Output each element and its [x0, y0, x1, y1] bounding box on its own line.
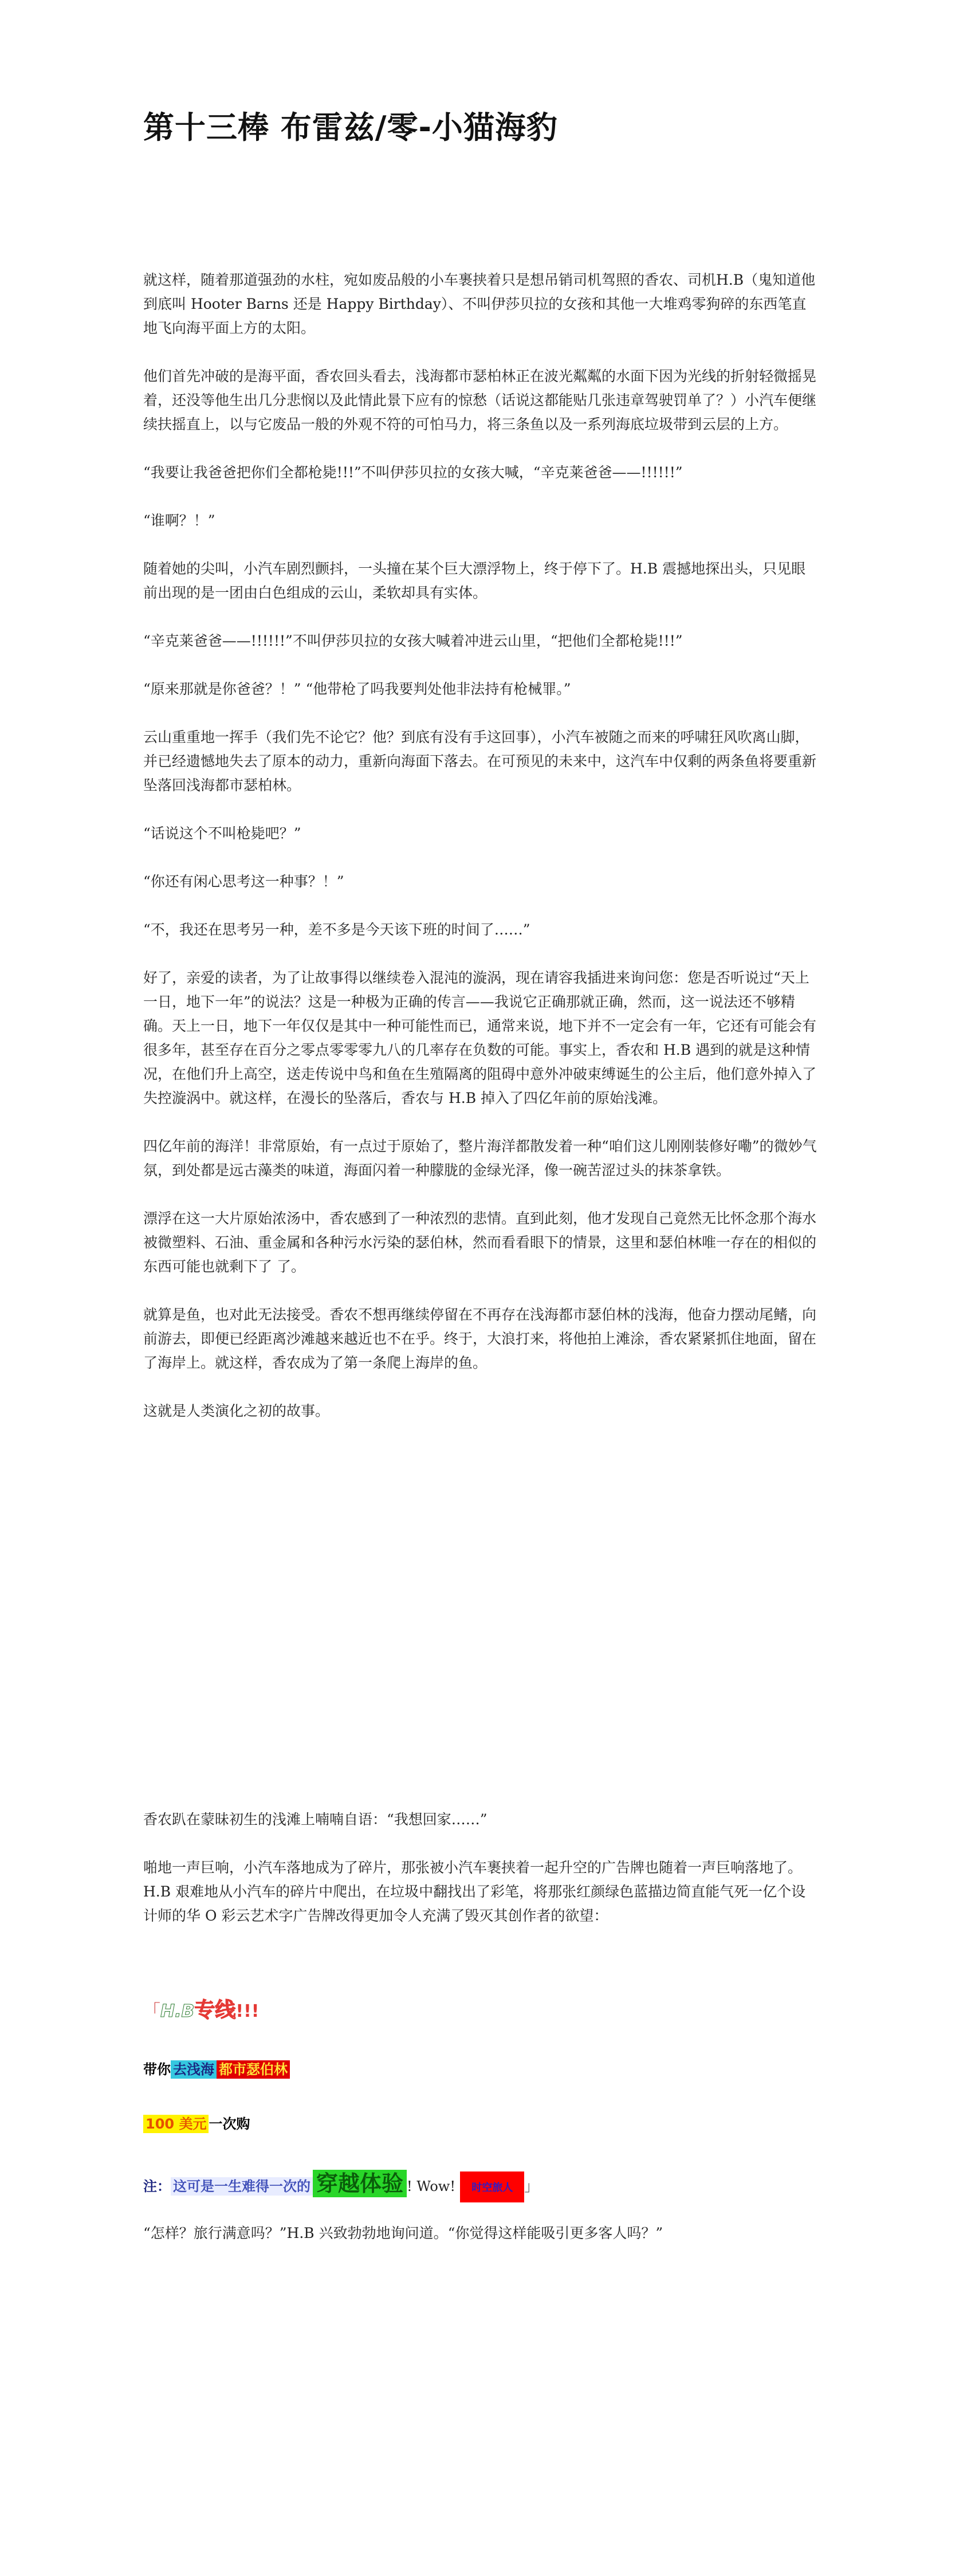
ad-line-4	[143, 2166, 538, 2202]
paragraph: “原来那就是你爸爸？！” “他带枪了吗我要判处他非法持有枪械罪。”	[143, 681, 571, 697]
ad-exclaim: !!!	[235, 2001, 260, 2021]
paragraph: “不，我还在思考另一种，差不多是今天该下班的时间了……”	[143, 921, 530, 938]
ad-highlight-red: 都市瑟伯林	[217, 2060, 290, 2079]
ad-line-2	[143, 2058, 290, 2078]
ad-highlight-cyan: 去浅海	[171, 2060, 217, 2079]
story-body	[143, 268, 819, 1423]
paragraph: “话说这个不叫枪毙吧？”	[143, 825, 301, 842]
paragraph: “我要让我爸爸把你们全都枪毙!!!”不叫伊莎贝拉的女孩大喊，“辛克莱爸爸——!!!!!!”	[143, 464, 683, 481]
paragraph: “你还有闲心思考这一种事？！”	[143, 873, 344, 890]
paragraph: 随着她的尖叫，小汽车剧烈颤抖，一头撞在某个巨大漂浮物上，终于停下了。H.B 震撼地探出头，只见眼前出现的是一团由白色组成的云山，柔软却具有实体。	[143, 560, 806, 601]
ad-line-3	[143, 2112, 250, 2133]
paragraph: 这就是人类演化之初的故事。	[143, 1403, 330, 1419]
ad-hb-text: H.B	[160, 2001, 195, 2021]
paragraph: 香农趴在蒙昧初生的浅滩上喃喃自语：“我想回家……”	[143, 1811, 488, 1828]
ad-close-bracket: 」	[524, 2178, 538, 2194]
paragraph: “谁啊？！”	[143, 512, 215, 529]
paragraph: 啪地一声巨响，小汽车落地成为了碎片，那张被小汽车裹挟着一起升空的广告牌也随着一声巨响落地了。H.B 艰难地从小汽车的碎片中爬出，在垃圾中翻找出了彩笔，将那张红颜绿色蓝描边简直能气死一亿个设计师的华 O 彩云艺术字广告牌改得更加令人充满了毁灭其创作者的欲望：	[143, 1859, 806, 1924]
paragraph: 云山重重地一挥手（我们先不论它？他？到底有没有手这回事），小汽车被随之而来的呼啸狂风吹离山脚，并已经遗憾地失去了原本的动力，重新向海面下落去。在可预见的未来中，这汽车中仅剩的两条鱼将要重新坠落回浅海都市瑟柏林。	[143, 729, 817, 794]
ad-wow-text: ! Wow!	[407, 2178, 455, 2194]
ad-note-label: 注：	[143, 2178, 171, 2194]
paragraph: 漂浮在这一大片原始浓汤中，香农感到了一种浓烈的悲情。直到此刻，他才发现自己竟然无比怀念那个海水被微塑料、石油、重金属和各种污水污染的瑟伯林，然而看看眼下的情景，这里和瑟伯林唯一存在的相似的东西可能也就剩下了 了。	[143, 1210, 817, 1275]
ad-highlight-green: 穿越体验	[313, 2170, 407, 2197]
paragraph: 就这样，随着那道强劲的水柱，宛如废品般的小车裹挟着只是想吊销司机驾照的香农、司机H.B（鬼知道他到底叫 Hooter Barns 还是 Happy Birthday）、不叫伊莎贝拉的女孩和其他一大堆鸡零狗碎的东西笔直地飞向海平面上方的太阳。	[143, 272, 816, 336]
ad-red-box: 时空旅人	[460, 2171, 524, 2202]
paragraph: “辛克莱爸爸——!!!!!!”不叫伊莎贝拉的女孩大喊着冲进云山里，“把他们全都枪毙!!!”	[143, 633, 683, 649]
ad-open-bracket: 「	[143, 2001, 160, 2021]
story-body-part2	[143, 1808, 819, 1952]
ad-text: 一次购	[209, 2116, 250, 2132]
paragraph: “怎样？旅行满意吗？”H.B 兴致勃勃地询问道。“你觉得这样能吸引更多客人吗？”	[143, 2225, 663, 2241]
paragraph: 就算是鱼，也对此无法接受。香农不想再继续停留在不再存在浅海都市瑟伯林的浅海，他奋力摆动尾鳍，向前游去，即便已经距离沙滩越来越近也不在乎。终于，大浪打来，将他拍上滩涂，香农紧紧抓住地面，留在了海岸上。就这样，香农成为了第一条爬上海岸的鱼。	[143, 1306, 817, 1371]
paragraph: 四亿年前的海洋！非常原始，有一点过于原始了，整片海洋都散发着一种“咱们这儿刚刚装修好嘞”的微妙气氛，到处都是远古藻类的味道，海面闪着一种朦胧的金绿光泽，像一碗苦涩过头的抹茶拿铁。	[143, 1138, 817, 1179]
ad-text: 带你	[143, 2061, 171, 2078]
ad-line-text: 专线	[194, 1998, 236, 2022]
ad-line-1	[143, 1994, 259, 2023]
ad-note-text: 这可是一生难得一次的	[171, 2177, 313, 2196]
paragraph: 他们首先冲破的是海平面，香农回头看去，浅海都市瑟柏林正在波光粼粼的水面下因为光线的折射轻微摇晃着，还没等他生出几分悲悯以及此情此景下应有的惊愁（话说这都能贴几张违章驾驶罚单了？）小汽车便继续扶摇直上，以与它废品一般的外观不符的可怕马力，将三条鱼以及一系列海底垃圾带到云层的上方。	[143, 368, 817, 433]
page-title: 第十三棒 布雷兹/零-小猫海豹	[143, 109, 558, 146]
paragraph: 好了，亲爱的读者，为了让故事得以继续卷入混沌的漩涡，现在请容我插进来询问您：您是否听说过“天上一日，地下一年”的说法？这是一种极为正确的传言——我说它正确那就正确，然而，这一说法还不够精确。天上一日，地下一年仅仅是其中一种可能性而已，通常来说，地下并不一定会有一年，它还有可能会有很多年，甚至存在百分之零点零零零九八的几率存在负数的可能。事实上，香农和 H.B 遇到的就是这种情况，在他们升上高空，送走传说中鸟和鱼在生殖隔离的阻碍中意外冲破束缚诞生的公主后，他们意外掉入了失控漩涡中。就这样，在漫长的坠落后，香农与 H.B 掉入了四亿年前的原始浅滩。	[143, 969, 817, 1106]
ad-price-highlight: 100 美元	[143, 2115, 209, 2133]
